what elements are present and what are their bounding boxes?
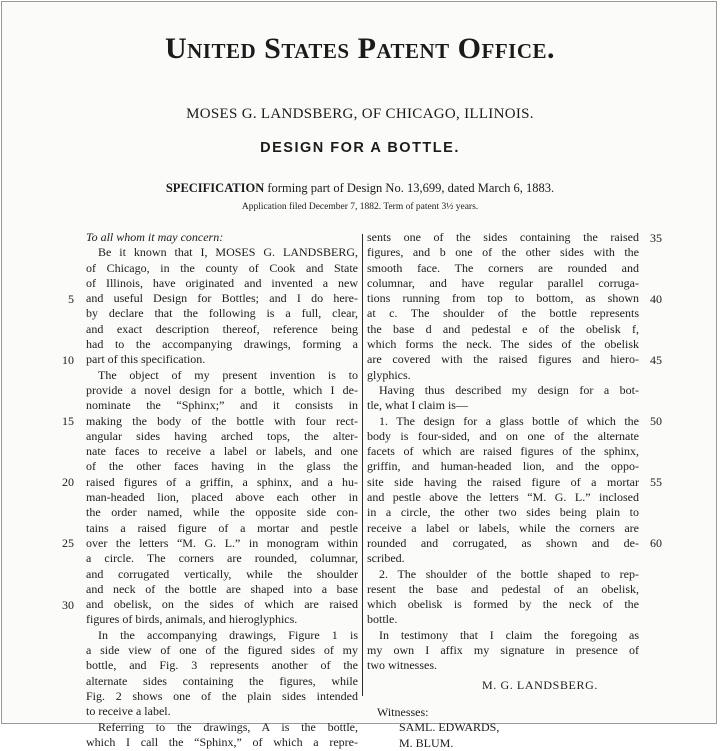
line-number: 25 <box>62 536 74 550</box>
text-line: In the accompanying drawings, Figure 1 is <box>98 627 358 642</box>
line-number: 45 <box>650 353 662 367</box>
office-title: United States Patent Office. <box>164 32 556 65</box>
text-line: bottle. <box>367 612 398 627</box>
right-column <box>367 230 639 751</box>
signature: M. G. LANDSBERG. <box>482 677 598 692</box>
text-line: 2. The shoulder of the bottle shaped to rep- <box>379 566 639 581</box>
text-line: and exact description thereof, reference being <box>86 321 358 336</box>
text-line: which I call the “Sphinx,” of which a repre- <box>86 734 358 749</box>
text-line: my own I affix my signature in presence of <box>367 643 639 658</box>
text-line: a side view of one of the figured sides of my <box>86 643 358 658</box>
line-number: 60 <box>650 536 662 550</box>
text-line: scribed. <box>367 551 405 566</box>
text-line: facets of which are raised figures of the sphinx, <box>367 444 639 459</box>
text-line: of Illinois, have originated and invented a new <box>86 275 358 290</box>
text-line: a circle. The corners are rounded, columnar, <box>86 551 358 566</box>
text-line: of the other faces having in the glass the <box>86 459 358 474</box>
text-line: two witnesses. <box>367 658 437 673</box>
text-line: glyphics. <box>367 367 411 382</box>
text-line: over the letters “M. G. L.” in monogram within <box>86 535 358 550</box>
text-line: at c. The shoulder of the bottle represents <box>367 306 639 321</box>
line-number: 20 <box>62 475 74 489</box>
text-line: Fig. 2 shows one of the plain sides intended <box>86 688 358 703</box>
text-line: and useful Design for Bottles; and I do here- <box>86 291 358 306</box>
text-line: to receive a label. <box>86 704 171 719</box>
text-line: In testimony that I claim the foregoing as <box>379 627 639 642</box>
witness-name: SAML. EDWARDS, <box>399 720 500 735</box>
text-line: griffin, and human-headed lion, and the oppo- <box>367 459 639 474</box>
line-number: 5 <box>68 292 74 306</box>
text-line: figures of birds, animals, and hieroglyphics. <box>86 612 298 627</box>
line-number: 55 <box>650 475 662 489</box>
witnesses-label: Witnesses: <box>377 704 429 719</box>
text-line: resent the base and pedestal of an obelisk, <box>367 581 639 596</box>
text-line: smooth face. The corners are rounded and <box>367 260 639 275</box>
text-line: Having thus described my design for a bot- <box>379 382 639 397</box>
text-line: and pestle above the letters “M. G. L.” inclosed <box>367 490 639 505</box>
text-line: Be it known that I, MOSES G. LANDSBERG, <box>98 245 358 260</box>
line-number: 35 <box>650 231 662 245</box>
line-number: 30 <box>62 598 74 612</box>
design-title: DESIGN FOR A BOTTLE. <box>260 140 460 156</box>
text-line: which obelisk is formed by the neck of the <box>367 597 639 612</box>
witness-name: M. BLUM. <box>399 735 454 750</box>
text-line: body is four-sided, and on one of the alternate <box>367 428 639 443</box>
text-line: tains a raised figure of a mortar and pestle <box>86 520 358 535</box>
line-number: 40 <box>650 292 662 306</box>
text-line: The object of my present invention is to <box>98 367 358 382</box>
text-line: columnar, and have regular parallel corruga- <box>367 275 639 290</box>
text-line: are covered with the raised figures and hiero- <box>367 352 639 367</box>
text-line: provide a novel design for a bottle, which I de- <box>86 382 358 397</box>
text-line: and corrugated vertically, while the shoulder <box>86 566 358 581</box>
text-line: nate faces to receive a label or labels, and one <box>86 444 358 459</box>
text-line: of Chicago, in the county of Cook and State <box>86 260 358 275</box>
text-line: the order named, while the opposite side con- <box>86 505 358 520</box>
text-line: angular sides having arched tops, the alter- <box>86 428 358 443</box>
column-divider <box>362 234 363 696</box>
line-number: 50 <box>650 414 662 428</box>
left-column <box>86 230 358 750</box>
text-line: site side having the raised figure of a mortar <box>367 474 639 489</box>
text-line: bottle, and Fig. 3 represents another of the <box>86 658 358 673</box>
text-line: Referring to the drawings, A is the bottle, <box>98 719 358 734</box>
text-line: the base d and pedestal e of the obelisk f, <box>367 321 639 336</box>
text-line: part of this specification. <box>86 352 206 367</box>
text-line: tle, what I claim is— <box>367 398 468 413</box>
line-number: 10 <box>62 353 74 367</box>
specification-rest: forming part of Design No. 13,699, dated March 6, 1883. <box>264 181 555 195</box>
text-line: man-headed lion, placed above each other in <box>86 490 358 505</box>
salutation: To all whom it may concern: <box>86 230 224 244</box>
text-line: receive a label or labels, while the corners are <box>367 520 639 535</box>
text-line: alternate sides containing the figures, while <box>86 673 358 688</box>
text-line: figures, and b one of the other sides with the <box>367 245 639 260</box>
text-line: and neck of the bottle are shaped into a base <box>86 581 358 596</box>
line-number: 15 <box>62 414 74 428</box>
text-line: sents one of the sides containing the raised <box>367 230 639 244</box>
inventor-line: MOSES G. LANDSBERG, OF CHICAGO, ILLINOIS. <box>186 106 534 122</box>
text-line: in a circle, the other two sides being plain to <box>367 505 639 520</box>
text-line: and obelisk, on the sides of which are raised <box>86 597 358 612</box>
text-line: tions running from top to bottom, as shown <box>367 291 639 306</box>
application-line: Application filed December 7, 1882. Term of patent 3½ years. <box>241 202 479 212</box>
text-line: 1. The design for a glass bottle of which the <box>379 413 639 428</box>
text-line: raised figures of a griffin, a sphinx, and a hu- <box>86 474 358 489</box>
text-line: nominate the “Sphinx;” and it consists in <box>86 398 358 413</box>
text-line: making the body of the bottle with four rect- <box>86 413 358 428</box>
patent-page <box>1 1 717 750</box>
text-line: rounded and corrugated, as shown and de- <box>367 535 639 550</box>
text-line: had to the accompanying drawings, forming a <box>86 337 358 352</box>
specification-line <box>2 180 718 196</box>
specification-lead: SPECIFICATION <box>165 181 265 195</box>
text-line: by declare that the following is a full, clear, <box>86 306 358 321</box>
text-line: which forms the neck. The sides of the obelisk <box>367 337 639 352</box>
